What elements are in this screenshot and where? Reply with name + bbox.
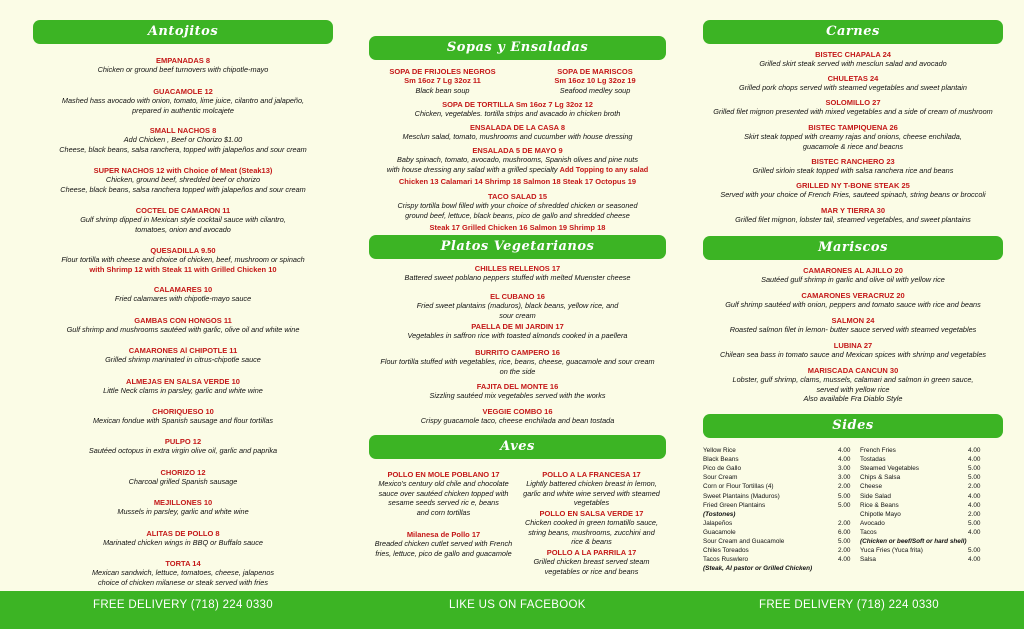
item-name: EL CUBANO 16 bbox=[490, 292, 545, 301]
item-name: TACO SALAD 15 bbox=[487, 192, 548, 201]
item-desc: Grilled skirt steak served with mesclun salad and avocado bbox=[759, 59, 947, 69]
menu-item bbox=[703, 266, 1003, 285]
item-desc: Served with your choice of French Fries, sauteed spinach, string beans or broccoli bbox=[720, 190, 986, 200]
side-price: 4.00 bbox=[838, 447, 851, 454]
side-row bbox=[860, 482, 998, 491]
menu-item bbox=[703, 316, 1003, 335]
item-name: ALMEJAS EN SALSA VERDE 10 bbox=[126, 377, 240, 386]
item-desc: ground beef, lettuce, black beans, pico de gallo and shredded cheese bbox=[405, 210, 630, 220]
side-price: 5.00 bbox=[838, 501, 851, 509]
menu-item bbox=[33, 166, 333, 194]
side-price: 2.00 bbox=[838, 483, 851, 491]
side-price: 3.00 bbox=[838, 474, 851, 482]
item-desc: Charcoal grilled Spanish sausage bbox=[128, 477, 238, 487]
menu-item bbox=[703, 206, 1003, 225]
mariscos-title: Mariscos bbox=[818, 240, 888, 255]
side-price: 6.00 bbox=[838, 528, 851, 536]
antojitos-banner bbox=[33, 20, 333, 44]
item-name: BISTEC RANCHERO 23 bbox=[811, 157, 895, 166]
item-name: ENSALADA DE LA CASA 8 bbox=[469, 123, 565, 132]
topping-prices: Steak 17 Grilled Chicken 16 Salmon 19 Shrimp 18 bbox=[429, 223, 606, 233]
menu-item-sopa-tortilla bbox=[369, 100, 666, 119]
item-name: POLLO EN MOLE POBLANO 17 bbox=[387, 470, 500, 479]
side-name: Fried Green Plantains bbox=[703, 501, 766, 509]
item-name: POLLO EN SALSA VERDE 17 bbox=[539, 509, 644, 518]
menu-item-ensalada-mayo bbox=[369, 146, 666, 187]
side-row bbox=[703, 455, 868, 464]
side-row bbox=[703, 501, 868, 510]
item-desc: Mexico's century old chile and chocolate bbox=[378, 479, 509, 489]
item-desc: Sautéed octopus in extra virgin olive oil, garlic and paprika bbox=[88, 446, 278, 456]
item-desc: Baby spinach, tomato, avocado, mushrooms, Spanish olives and pine nuts bbox=[397, 155, 638, 165]
item-desc: Vegetables in saffron rice with toasted almonds cooked in a paellera bbox=[407, 331, 628, 341]
side-name: Chiles Toreados bbox=[703, 547, 749, 555]
side-row bbox=[703, 555, 868, 564]
menu-item bbox=[369, 470, 518, 517]
item-name: VEGGIE COMBO 16 bbox=[482, 407, 553, 416]
menu-item-ensalada-casa bbox=[369, 123, 666, 142]
item-name: SUPER NACHOS 12 with Choice of Meat (Steak13) bbox=[93, 166, 273, 175]
side-name: Sweet Plantains (Maduros) bbox=[703, 492, 780, 500]
menu-item bbox=[33, 468, 333, 487]
side-row bbox=[703, 492, 868, 501]
item-desc: Mesclun salad, tomato, mushrooms and cucumber with house dressing bbox=[402, 132, 633, 142]
item-name: POLLO A LA PARRILA 17 bbox=[546, 548, 637, 557]
item-desc: Chicken, vegetables. tortilla strips and avacado in chicken broth bbox=[414, 109, 621, 119]
item-desc: Little Neck clams in parsley, garlic and white wine bbox=[103, 386, 263, 396]
item-name: EMPANADAS 8 bbox=[155, 56, 211, 65]
item-desc: guacamole & riece and beacns bbox=[802, 141, 904, 151]
side-row bbox=[703, 473, 868, 482]
item-desc: garlic and white wine served with steamed bbox=[523, 488, 660, 498]
side-name: French Fries bbox=[860, 447, 896, 454]
side-name: Side Salad bbox=[860, 492, 891, 500]
side-name: (Tostones) bbox=[703, 510, 736, 518]
item-desc: Fried sweet plantains (maduros), black beans, yellow rice, and bbox=[416, 301, 619, 311]
item-desc: Cheese, black beans, salsa ranchera, topped with jalapeños and sour cream bbox=[59, 144, 307, 154]
item-name: SMALL NACHOS 8 bbox=[149, 126, 217, 135]
item-name: PAELLA DE MI JARDIN 17 bbox=[471, 322, 564, 331]
side-price: 4.00 bbox=[838, 556, 851, 564]
menu-item bbox=[369, 407, 666, 426]
sopas-title: Sopas y Ensaladas bbox=[446, 40, 589, 55]
menu-item bbox=[33, 437, 333, 456]
menu-item bbox=[33, 246, 333, 274]
mariscos-banner bbox=[703, 236, 1003, 260]
item-desc: and corn tortillas bbox=[416, 507, 471, 517]
item-name: ENSALADA 5 DE MAYO 9 bbox=[472, 146, 563, 155]
item-desc: Seafood medley soup bbox=[559, 85, 631, 95]
side-name: Black Beans bbox=[703, 456, 739, 464]
item-desc: Mexican fondue with Spanish sausage and flour tortillas bbox=[92, 416, 274, 426]
item-desc: vegetables or rice and beans bbox=[544, 566, 639, 576]
menu-item bbox=[33, 377, 333, 396]
menu-item bbox=[517, 548, 666, 576]
side-price: 5.00 bbox=[968, 474, 981, 482]
side-row bbox=[860, 510, 998, 519]
item-desc: rice & beans bbox=[571, 537, 612, 547]
side-row bbox=[703, 546, 868, 555]
item-desc: Black bean soup bbox=[415, 85, 470, 95]
item-name: CHULETAS 24 bbox=[827, 74, 879, 83]
side-name: (Chicken or beef/Soft or hard shell) bbox=[860, 538, 967, 545]
menu-item bbox=[33, 498, 333, 517]
side-price: 2.00 bbox=[968, 483, 981, 491]
menu-item bbox=[33, 407, 333, 426]
menu-item bbox=[517, 470, 666, 508]
delivery-phone-right[interactable]: FREE DELIVERY (718) 224 0330 bbox=[759, 599, 939, 611]
side-name: Cheese bbox=[860, 483, 883, 491]
item-name: Milanesa de Pollo 17 bbox=[406, 530, 481, 539]
side-price: 4.00 bbox=[968, 501, 981, 509]
sopas-banner bbox=[369, 36, 666, 60]
item-name: CHORIZO 12 bbox=[160, 468, 206, 477]
facebook-link[interactable]: LIKE US ON FACEBOOK bbox=[449, 599, 586, 611]
item-price: Sm 16oz 7 Lg 32oz 11 bbox=[404, 76, 481, 86]
item-desc: Add Chicken , Beef or Chorizo $1.00 bbox=[123, 135, 243, 145]
menu-item bbox=[33, 126, 333, 154]
side-name: Corn or Flour Tortillas (4) bbox=[703, 483, 774, 491]
menu-item-taco-salad bbox=[369, 192, 666, 233]
item-desc: Mashed hass avocado with onion, tomato, lime juice, cilantro and jalapeño, bbox=[61, 96, 305, 106]
item-name: CHORIQUESO 10 bbox=[152, 407, 214, 416]
menu-item bbox=[703, 50, 1003, 69]
side-name: Jalapeños bbox=[703, 519, 733, 527]
menu-item bbox=[33, 206, 333, 234]
side-name: Yuca Fries (Yuca frita) bbox=[860, 547, 923, 555]
aves-banner bbox=[369, 435, 666, 459]
item-extra-prices: with Shrimp 12 with Steak 11 with Grilled Chicken 10 bbox=[89, 264, 277, 274]
item-desc: Flour tortilla stuffed with vegetables, rice, beans, cheese, guacamole and sour cream bbox=[380, 357, 655, 367]
item-desc: prepared in authentic molcajete bbox=[132, 105, 234, 115]
item-name: BISTEC TAMPIQUENA 26 bbox=[808, 123, 898, 132]
item-name: GRILLED NY T-BONE STEAK 25 bbox=[796, 181, 910, 190]
item-desc: Gulf shrimp dipped in Mexican style cocktail sauce with cilantro, bbox=[80, 215, 286, 225]
side-price: 5.00 bbox=[968, 547, 981, 555]
menu-item bbox=[33, 559, 333, 587]
item-desc: Chicken or ground beef turnovers with chipotle-mayo bbox=[97, 65, 269, 75]
side-name: Tacos bbox=[860, 528, 877, 536]
menu-item bbox=[369, 264, 666, 283]
side-price: 4.00 bbox=[838, 456, 851, 464]
topping-note: Add Topping to any salad bbox=[559, 164, 649, 174]
side-row bbox=[703, 482, 868, 491]
side-row bbox=[860, 455, 998, 464]
item-name: SOPA DE TORTILLA Sm 16oz 7 Lg 32oz 12 bbox=[442, 100, 593, 109]
side-row bbox=[703, 510, 868, 519]
menu-item-sopa-frijoles bbox=[369, 67, 516, 95]
item-desc: Mussels in parsley, garlic and white wine bbox=[117, 507, 249, 517]
item-desc: Gulf shrimp sautéed with onion, peppers and tomato sauce with rice and beans bbox=[725, 300, 981, 310]
side-name: Pico de Gallo bbox=[703, 465, 742, 473]
item-price: Sm 16oz 10 Lg 32oz 19 bbox=[554, 76, 636, 86]
item-desc-text: with house dressing any salad with a grilled specialty bbox=[386, 164, 558, 174]
carnes-banner bbox=[703, 20, 1003, 44]
item-desc: sauce over sautéed chicken topped with bbox=[378, 488, 509, 498]
item-desc: Grilled chicken breast served steam bbox=[533, 557, 650, 567]
side-price: 3.00 bbox=[838, 465, 851, 473]
side-price: 5.00 bbox=[968, 519, 981, 527]
side-name: Avocado bbox=[860, 519, 885, 527]
side-row bbox=[860, 473, 998, 482]
item-desc: on the side bbox=[499, 366, 536, 376]
side-price: 2.00 bbox=[968, 510, 981, 518]
menu-item bbox=[33, 285, 333, 304]
item-desc: sesame seeds served ric e, beans bbox=[388, 498, 499, 508]
menu-item bbox=[703, 98, 1003, 117]
sides-banner bbox=[703, 414, 1003, 438]
side-price: 5.00 bbox=[838, 492, 851, 500]
side-name: Sour Cream and Guacamole bbox=[703, 538, 785, 545]
side-row bbox=[860, 528, 998, 537]
side-price: 2.00 bbox=[838, 547, 851, 555]
item-desc: Flour tortilla with cheese and choice of chicken, beef, mushroom or spinach bbox=[61, 255, 305, 265]
item-desc: Chilean sea bass in tomato sauce and Mexican spices with shrimp and vegetables bbox=[719, 350, 987, 360]
item-desc: string beans, mushrooms, zucchini and bbox=[528, 527, 655, 537]
item-name: POLLO A LA FRANCESA 17 bbox=[542, 470, 641, 479]
item-name: SALMON 24 bbox=[831, 316, 875, 325]
item-desc: Also available Fra Diablo Style bbox=[803, 394, 903, 404]
side-name: Tostadas bbox=[860, 456, 886, 464]
menu-item bbox=[33, 529, 333, 548]
item-desc: Mexican sandwich, lettuce, tomatoes, cheese, jalapenos bbox=[91, 568, 275, 578]
item-desc: Crispy tortilla bowl filled with your choice of shredded chicken or seasoned bbox=[397, 201, 638, 211]
item-desc bbox=[369, 165, 666, 174]
vegetarianos-banner bbox=[369, 235, 666, 259]
item-desc: Skirt steak topped with creamy rajas and onions, cheese enchilada, bbox=[744, 132, 962, 142]
side-row bbox=[860, 555, 998, 564]
item-name: SOLOMILLO 27 bbox=[825, 98, 881, 107]
side-name: Steamed Vegetables bbox=[860, 465, 919, 473]
item-desc: Grilled pork chops served with steamed vegetables and sweet plantain bbox=[739, 83, 967, 93]
item-name: TORTA 14 bbox=[165, 559, 201, 568]
item-desc: sour cream bbox=[499, 310, 536, 320]
side-price: 4.00 bbox=[968, 528, 981, 536]
item-desc: vegetables bbox=[573, 498, 610, 508]
item-name: SOPA DE MARISCOS bbox=[557, 67, 633, 76]
menu-item bbox=[703, 123, 1003, 151]
menu-item bbox=[369, 382, 666, 401]
sides-title: Sides bbox=[832, 418, 874, 433]
item-name: ALITAS DE POLLO 8 bbox=[146, 529, 220, 538]
side-price: 4.00 bbox=[968, 447, 981, 454]
side-row bbox=[703, 528, 868, 537]
item-name: FAJITA DEL MONTE 16 bbox=[476, 382, 559, 391]
item-name: MAR Y TIERRA 30 bbox=[820, 206, 886, 215]
vegetarianos-title: Platos Vegetarianos bbox=[440, 239, 595, 254]
side-name: Guacamole bbox=[703, 528, 736, 536]
item-name: CALAMARES 10 bbox=[153, 285, 213, 294]
menu-item-sopa-mariscos bbox=[524, 67, 666, 95]
side-name: Chipotle Mayo bbox=[860, 510, 901, 518]
item-desc: Fried calamares with chipotle-mayo sauce bbox=[114, 294, 252, 304]
item-name: GAMBAS CON HONGOS 11 bbox=[134, 316, 232, 325]
item-desc: fries, lettuce, pico de gallo and guacamole bbox=[375, 548, 512, 558]
item-desc: Gulf shrimp and mushrooms sautéed with garlic, olive oil and white wine bbox=[66, 325, 300, 335]
side-price: 5.00 bbox=[968, 465, 981, 473]
menu-item bbox=[33, 316, 333, 335]
side-row bbox=[860, 446, 998, 455]
item-name: LUBINA 27 bbox=[833, 341, 873, 350]
item-name: COCTEL DE CAMARON 11 bbox=[135, 206, 231, 215]
item-desc: Roasted salmon filet in lemon- butter sauce served with steamed vegetables bbox=[729, 325, 977, 335]
side-row bbox=[860, 492, 998, 501]
item-desc: Breaded chicken cutlet served with French bbox=[374, 539, 513, 549]
side-row bbox=[703, 537, 868, 546]
menu-item bbox=[369, 322, 666, 341]
menu-item bbox=[33, 56, 333, 75]
item-name: CAMARONES AL AJILLO 20 bbox=[803, 266, 903, 275]
menu-item bbox=[703, 157, 1003, 176]
item-desc: Lobster, gulf shrimp, clams, mussels, calamari and salmon in green sauce, bbox=[732, 375, 974, 385]
item-desc: Sautéed gulf shrimp in garlic and olive oil with yellow rice bbox=[761, 275, 945, 285]
carnes-title: Carnes bbox=[826, 24, 880, 39]
item-name: QUESADILLA 9.50 bbox=[150, 246, 216, 255]
item-desc: Crispy guacamole taco, cheese enchilada and bean tostada bbox=[420, 416, 615, 426]
menu-item bbox=[369, 530, 518, 558]
side-row bbox=[860, 546, 998, 555]
side-name: Yellow Rice bbox=[703, 447, 736, 454]
menu-item bbox=[369, 348, 666, 376]
side-row bbox=[703, 446, 868, 455]
side-row bbox=[703, 464, 868, 473]
side-name: Salsa bbox=[860, 556, 876, 564]
menu-item bbox=[33, 346, 333, 365]
side-price: 4.00 bbox=[968, 556, 981, 564]
topping-prices: Chicken 13 Calamari 14 Shrimp 18 Salmon 18 Steak 17 Octopus 19 bbox=[398, 177, 637, 187]
item-name: CHILLES RELLENOS 17 bbox=[474, 264, 561, 273]
menu-item bbox=[703, 366, 1003, 404]
item-desc: Lightly battered chicken breast in lemon, bbox=[526, 479, 657, 489]
menu-item bbox=[33, 87, 333, 115]
menu-item bbox=[517, 509, 666, 547]
aves-title: Aves bbox=[500, 439, 535, 454]
item-desc: tomatoes, onion and avocado bbox=[135, 224, 231, 234]
item-name: SOPA DE FRIJOLES NEGROS bbox=[389, 67, 496, 76]
item-desc: Battered sweet poblano peppers stuffed with melted Muenster cheese bbox=[404, 273, 631, 283]
item-desc: Grilled sirloin steak topped with salsa ranchera rice and beans bbox=[752, 166, 954, 176]
footer-bar bbox=[0, 591, 1024, 629]
side-name: Chips & Salsa bbox=[860, 474, 901, 482]
menu-item bbox=[703, 181, 1003, 200]
side-row bbox=[703, 564, 868, 573]
menu-item bbox=[703, 291, 1003, 310]
side-row bbox=[860, 519, 998, 528]
item-desc: Grilled shrimp marinated in citrus-chipotle sauce bbox=[105, 355, 261, 365]
menu-item bbox=[703, 74, 1003, 93]
side-row bbox=[703, 519, 868, 528]
side-name: Tacos Ruswlero bbox=[703, 556, 749, 564]
delivery-phone-left[interactable]: FREE DELIVERY (718) 224 0330 bbox=[93, 599, 273, 611]
menu-item bbox=[703, 341, 1003, 360]
side-price: 2.00 bbox=[838, 519, 851, 527]
item-name: BISTEC CHAPALA 24 bbox=[815, 50, 891, 59]
item-name: CAMARONES Al CHIPOTLE 11 bbox=[128, 346, 238, 355]
item-desc: choice of chicken milanese or steak served with fries bbox=[98, 577, 268, 587]
side-row bbox=[860, 537, 998, 546]
item-name: CAMARONES VERACRUZ 20 bbox=[801, 291, 905, 300]
side-name: (Steak, Al pastor or Grilled Chicken) bbox=[703, 565, 813, 573]
antojitos-title: Antojitos bbox=[147, 24, 219, 39]
side-price: 4.00 bbox=[968, 456, 981, 464]
item-desc: Cheese, black beans, salsa ranchera topped with jalapeños and sour cream bbox=[60, 184, 306, 194]
menu-item bbox=[369, 292, 666, 320]
side-name: Sour Cream bbox=[703, 474, 738, 482]
item-name: GUACAMOLE 12 bbox=[153, 87, 213, 96]
item-desc: Chicken, ground beef, shredded beef or chorizo bbox=[105, 175, 261, 185]
item-desc: Marinated chicken wings in BBQ or Buffalo sauce bbox=[103, 538, 263, 548]
item-desc: Sizzling sautéed mix vegetables served with the works bbox=[429, 391, 606, 401]
item-desc: Grilled filet mignon, lobster tail, steamed vegetables, and sweet plantains bbox=[735, 215, 971, 225]
item-name: MEJILLONES 10 bbox=[153, 498, 213, 507]
side-row bbox=[860, 464, 998, 473]
item-name: BURRITO CAMPERO 16 bbox=[475, 348, 560, 357]
item-desc: Grilled filet mignon presented with mixed vegetables and a side of cream of mushroom bbox=[713, 107, 993, 117]
item-name: MARISCADA CANCUN 30 bbox=[807, 366, 899, 375]
side-row bbox=[860, 501, 998, 510]
item-desc: Chicken cooked in green tomatillo sauce, bbox=[524, 518, 659, 528]
side-name: Rice & Beans bbox=[860, 501, 899, 509]
item-name: PULPO 12 bbox=[164, 437, 202, 446]
side-price: 5.00 bbox=[838, 538, 851, 545]
item-desc: served with yellow rice bbox=[816, 384, 890, 394]
side-price: 4.00 bbox=[968, 492, 981, 500]
